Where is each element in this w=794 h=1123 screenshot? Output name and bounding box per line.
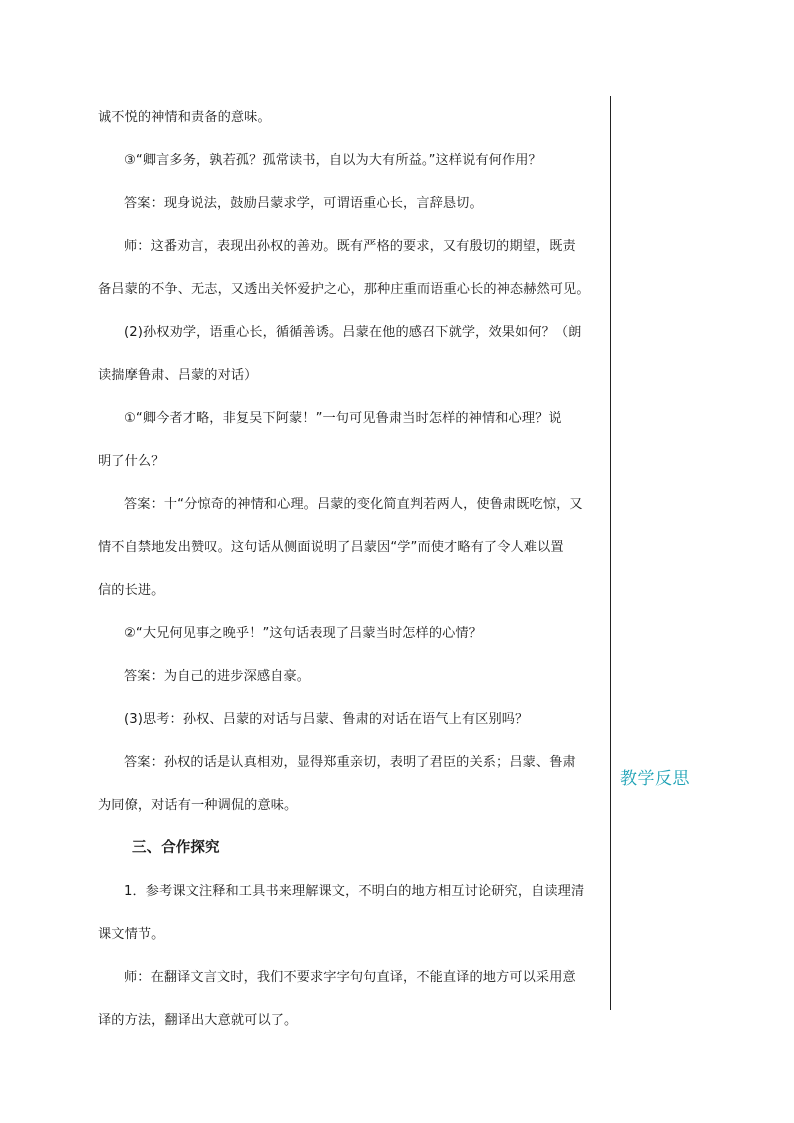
teacher-line: 师：这番劝言，表现出孙权的善劝。既有严格的要求，又有殷切的期望，既责 (124, 239, 576, 254)
text-line: ③“卿言多务，孰若孤？孤常读书，自以为大有所益。”这样说有何作用？ (124, 153, 542, 168)
answer-line: 答案：现身说法，鼓励吕蒙求学，可谓语重心长，言辞恳切。 (124, 196, 483, 211)
teaching-reflection-label: 教学反思 (620, 769, 690, 789)
task-line: 1．参考课文注释和工具书来理解课文，不明白的地方相互讨论研究，自读理清 (124, 884, 585, 899)
answer-line: 答案：孙权的话是认真相劝，显得郑重亲切，表明了君臣的关系；吕蒙、鲁肃 (124, 755, 576, 770)
lesson-content (98, 96, 608, 1042)
text-line: 明了什么？ (98, 454, 165, 469)
text-line: 诚不悦的神情和责备的意味。 (98, 110, 271, 125)
text-line: 为同僚，对话有一种调侃的意味。 (98, 798, 298, 813)
section-heading: 三、合作探究 (132, 840, 220, 856)
text-line: 信的长进。 (98, 583, 165, 598)
text-line: 读揣摩鲁肃、吕蒙的对话） (98, 368, 258, 383)
answer-line: 答案：十“分惊奇的神情和心理。吕蒙的变化简直判若两人，使鲁肃既吃惊，又 (124, 497, 583, 512)
text-line: 译的方法，翻译出大意就可以了。 (98, 1013, 298, 1028)
column-divider (610, 96, 611, 1010)
question-line: (2)孙权劝学，语重心长，循循善诱。吕蒙在他的感召下就学，效果如何？（朗 (124, 325, 582, 340)
text-line: 情不自禁地发出赞叹。这句话从侧面说明了吕蒙因“学”而使才略有了令人难以置 (98, 540, 564, 555)
text-line: 备吕蒙的不争、无志，又透出关怀爱护之心，那种庄重而语重心长的神态赫然可见。 (98, 282, 590, 297)
question-line: ①“卿今者才略，非复吴下阿蒙！”一句可见鲁肃当时怎样的神情和心理？说 (124, 411, 562, 426)
answer-line: 答案：为自己的进步深感自豪。 (124, 669, 311, 684)
teacher-line: 师：在翻译文言文时，我们不要求字字句句直译，不能直译的地方可以采用意 (124, 970, 576, 985)
question-line: ②“大兄何见事之晚乎！”这句话表现了吕蒙当时怎样的心情？ (124, 626, 482, 641)
text-line: 课文情节。 (98, 927, 165, 942)
question-line: (3)思考：孙权、吕蒙的对话与吕蒙、鲁肃的对话在语气上有区别吗？ (124, 712, 529, 727)
